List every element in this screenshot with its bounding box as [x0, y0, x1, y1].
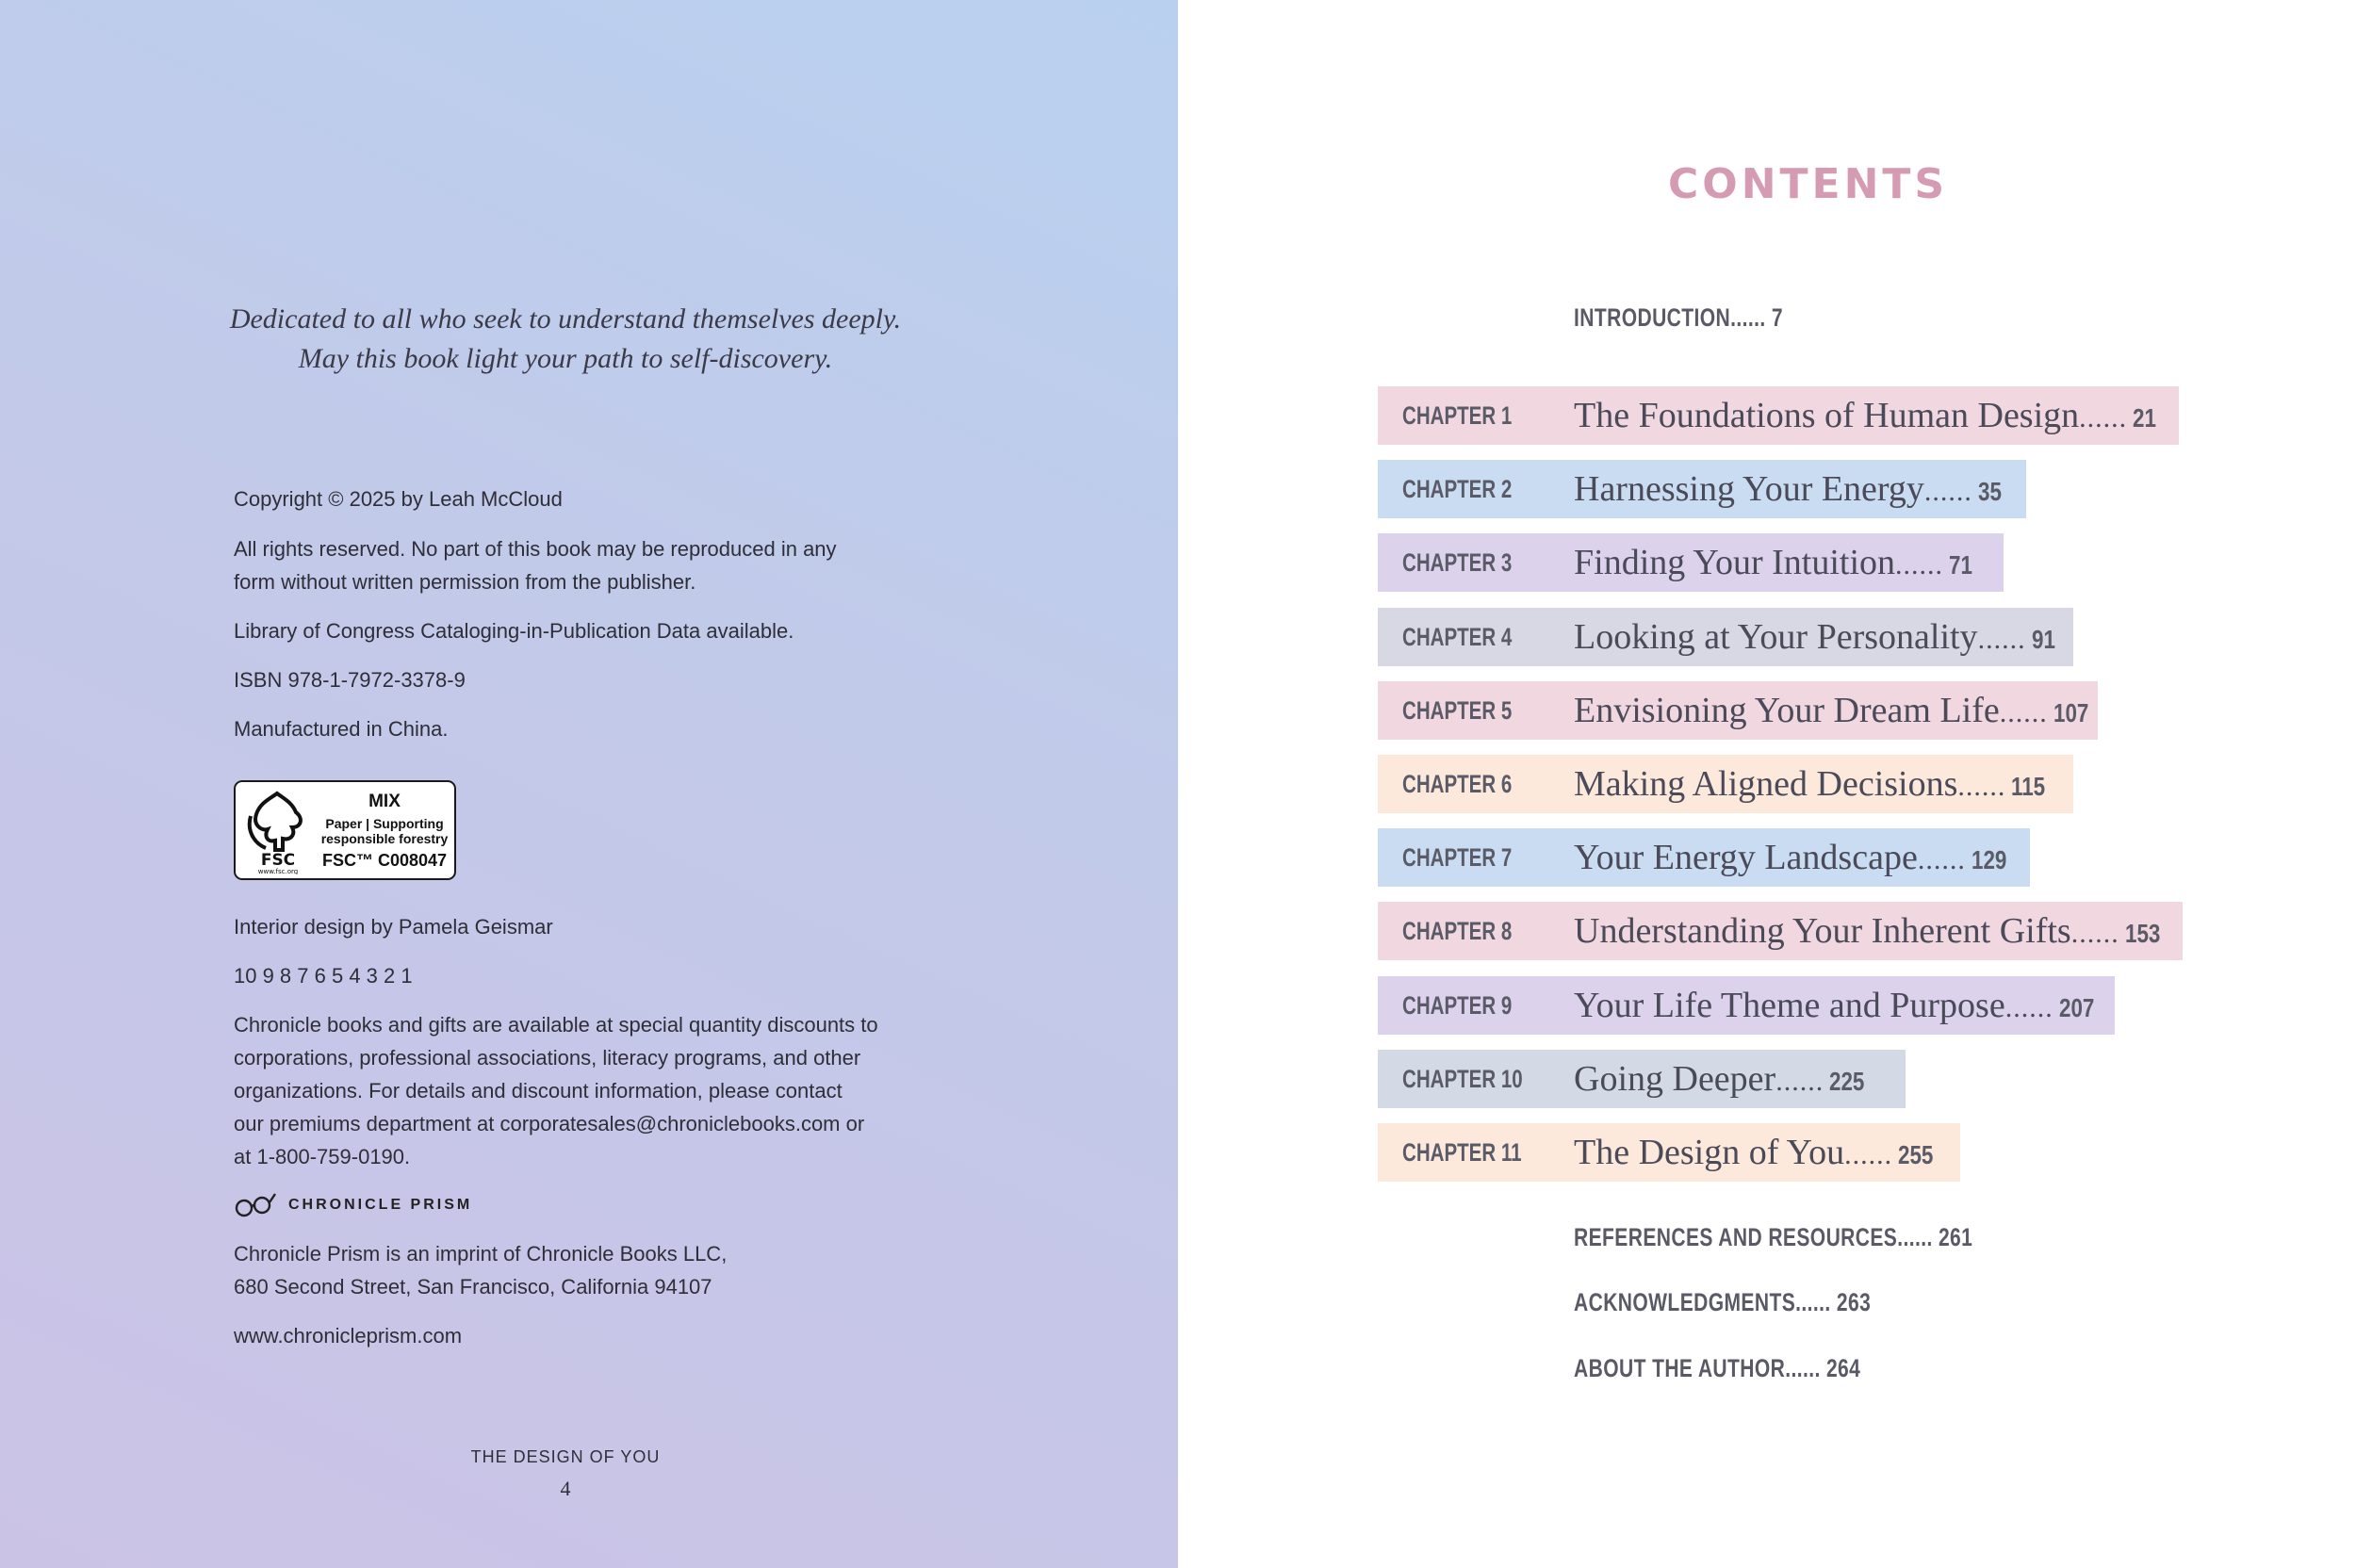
fsc-line1: Paper | Supporting: [325, 816, 444, 831]
print-line: 10 9 8 7 6 5 4 3 2 1: [234, 964, 413, 988]
toc-leader: ......: [1999, 696, 2048, 728]
chapter-page: 71: [1949, 550, 1972, 580]
contents-heading: CONTENTS: [1668, 160, 1949, 208]
chapter-entry: [1574, 1050, 1873, 1108]
chapter-title: Making Aligned Decisions: [1574, 764, 1958, 804]
chapter-page: 129: [1971, 845, 2007, 875]
toc-leader: ......: [1923, 476, 1972, 508]
toc-chapter-row[interactable]: [1378, 681, 2098, 740]
chapter-number: CHAPTER 2: [1402, 475, 1513, 504]
chapter-entry: [1574, 681, 2097, 740]
chapter-page: 153: [2124, 919, 2161, 949]
chapter-page: 225: [1829, 1066, 1865, 1096]
fsc-mix: MIX: [368, 792, 401, 811]
chapter-entry: [1574, 755, 2054, 813]
toc-leader: ......: [2079, 402, 2128, 433]
chapter-title: Your Energy Landscape: [1574, 838, 1918, 878]
toc-leader: ......: [1957, 771, 2006, 802]
toc-page: 261: [1938, 1223, 1973, 1251]
chapter-entry: [1574, 828, 2016, 887]
toc-leader: ......: [1895, 549, 1944, 581]
chapter-number: CHAPTER 4: [1402, 622, 1513, 651]
chapter-page: 115: [2011, 772, 2046, 801]
dedication-line: Dedicated to all who seek to understand themselves deeply.: [229, 303, 902, 335]
toc-chapter-row[interactable]: [1378, 1123, 1960, 1182]
chronicle-prism-logo: [234, 1191, 472, 1219]
chapter-title: Envisioning Your Dream Life: [1574, 690, 2000, 730]
isbn-line: ISBN 978-1-7972-3378-9: [234, 668, 466, 692]
toc-chapter-row[interactable]: [1378, 460, 2026, 518]
rights-line: All rights reserved. No part of this book may be reproduced in any: [234, 537, 837, 561]
running-footer-title: THE DESIGN OF YOU: [470, 1447, 661, 1466]
chapter-number: CHAPTER 11: [1402, 1138, 1522, 1167]
page-footer: [0, 1447, 1131, 1501]
toc-chapter-row[interactable]: [1378, 386, 2179, 445]
chapter-number: CHAPTER 5: [1402, 695, 1513, 725]
fsc-brand: FSC: [260, 851, 296, 870]
sales-line: our premiums department at corporatesales@chroniclebooks.com or: [234, 1112, 865, 1135]
chapter-page: 255: [1898, 1140, 1934, 1169]
fsc-tree-icon: [241, 788, 315, 874]
copyright-line: Copyright © 2025 by Leah McCloud: [234, 487, 563, 511]
chapter-number: CHAPTER 8: [1402, 917, 1513, 946]
toc-chapter-row[interactable]: [1378, 828, 2030, 887]
chapter-entry: [1574, 1123, 1942, 1182]
fsc-badge: [234, 780, 456, 880]
toc-chapter-row[interactable]: [1378, 533, 2004, 592]
fsc-site: www.fsc.org: [257, 868, 299, 874]
toc-label: ABOUT THE AUTHOR: [1574, 1354, 1786, 1382]
chapter-number: CHAPTER 9: [1402, 990, 1513, 1020]
sales-line: at 1-800-759-0190.: [234, 1145, 411, 1168]
toc-entry-introduction[interactable]: [1574, 303, 1783, 333]
toc-page: 7: [1771, 303, 1783, 332]
toc-entry-about-author[interactable]: [1574, 1354, 1860, 1383]
chapter-entry: [1574, 976, 2102, 1035]
glasses-icon: [234, 1191, 277, 1219]
chapter-title: Harnessing Your Energy: [1574, 469, 1924, 510]
page-number: 4: [560, 1477, 571, 1500]
chapter-title: Understanding Your Inherent Gifts: [1574, 911, 2071, 952]
chapter-number: CHAPTER 1: [1402, 401, 1513, 430]
imprint-line: 680 Second Street, San Francisco, California 94107: [234, 1275, 712, 1298]
fsc-line2: responsible forestry: [320, 831, 449, 846]
chapter-title: The Foundations of Human Design: [1574, 396, 2080, 435]
chapter-title: The Design of You: [1574, 1133, 1845, 1172]
toc-leader: ......: [1775, 1065, 1824, 1097]
sales-line: organizations. For details and discount information, please contact: [234, 1079, 843, 1102]
chapter-entry: [1574, 386, 2162, 445]
chapter-entry: [1574, 460, 2007, 518]
toc-leader: ......: [2004, 991, 2053, 1023]
toc-chapter-row[interactable]: [1378, 608, 2073, 666]
toc-leader: ......: [1844, 1139, 1893, 1170]
toc-chapter-row[interactable]: [1378, 976, 2115, 1035]
chapter-entry: [1574, 533, 1978, 592]
fsc-code: FSC™ C008047: [321, 851, 448, 870]
toc-leader: ......: [1977, 623, 2026, 655]
toc-entry-references[interactable]: [1574, 1223, 1972, 1252]
dedication: [0, 300, 1131, 379]
toc-leader: ......: [1785, 1354, 1821, 1382]
toc-leader: ......: [2070, 918, 2119, 950]
chapter-title: Finding Your Intuition: [1574, 543, 1896, 583]
chapter-number: CHAPTER 6: [1402, 770, 1513, 798]
toc-leader: ......: [1917, 844, 1966, 876]
chapter-number: CHAPTER 10: [1402, 1064, 1523, 1093]
toc-page: 264: [1825, 1354, 1861, 1382]
toc-chapter-row[interactable]: [1378, 1050, 1906, 1108]
toc-label: ACKNOWLEDGMENTS: [1574, 1288, 1796, 1316]
chapter-page: 107: [2053, 697, 2089, 727]
imprint-line: Chronicle Prism is an imprint of Chronicle Books LLC,: [234, 1242, 728, 1266]
chapter-number: CHAPTER 3: [1402, 548, 1513, 578]
toc-chapter-row[interactable]: [1378, 902, 2183, 960]
chapter-entry: [1574, 608, 2061, 666]
chapter-title: Going Deeper: [1574, 1058, 1776, 1099]
toc-label: REFERENCES AND RESOURCES: [1574, 1223, 1898, 1251]
toc-leader: ......: [1730, 303, 1766, 332]
interior-design-line: Interior design by Pamela Geismar: [234, 915, 553, 939]
toc-entry-acknowledgments[interactable]: [1574, 1288, 1871, 1317]
website-line: www.chronicleprism.com: [234, 1324, 463, 1348]
chapter-title: Your Life Theme and Purpose: [1574, 985, 2005, 1025]
toc-leader: ......: [1795, 1288, 1831, 1316]
chapter-page: 21: [2133, 403, 2157, 433]
toc-chapter-row[interactable]: [1378, 755, 2073, 813]
chapter-entry: [1574, 902, 2168, 960]
sales-line: Chronicle books and gifts are available at special quantity discounts to: [234, 1013, 878, 1037]
toc-page: 263: [1836, 1288, 1872, 1316]
chapter-title: Looking at Your Personality: [1574, 616, 1978, 657]
dedication-line: May this book light your path to self-discovery.: [298, 343, 833, 374]
toc-leader: ......: [1897, 1223, 1933, 1251]
rights-line: form without written permission from the publisher.: [234, 570, 696, 594]
chapter-number: CHAPTER 7: [1402, 843, 1513, 873]
sales-line: corporations, professional associations, literacy programs, and other: [234, 1046, 861, 1070]
manufactured-line: Manufactured in China.: [234, 717, 449, 741]
toc-label: INTRODUCTION: [1574, 303, 1731, 332]
chapter-page: 91: [2031, 624, 2055, 654]
cip-line: Library of Congress Cataloging-in-Publication Data available.: [234, 619, 794, 643]
fsc-text: [319, 790, 450, 873]
chapter-page: 35: [1977, 477, 2002, 507]
imprint-logo-text: CHRONICLE PRISM: [288, 1197, 473, 1213]
chapter-page: 207: [2058, 992, 2095, 1022]
